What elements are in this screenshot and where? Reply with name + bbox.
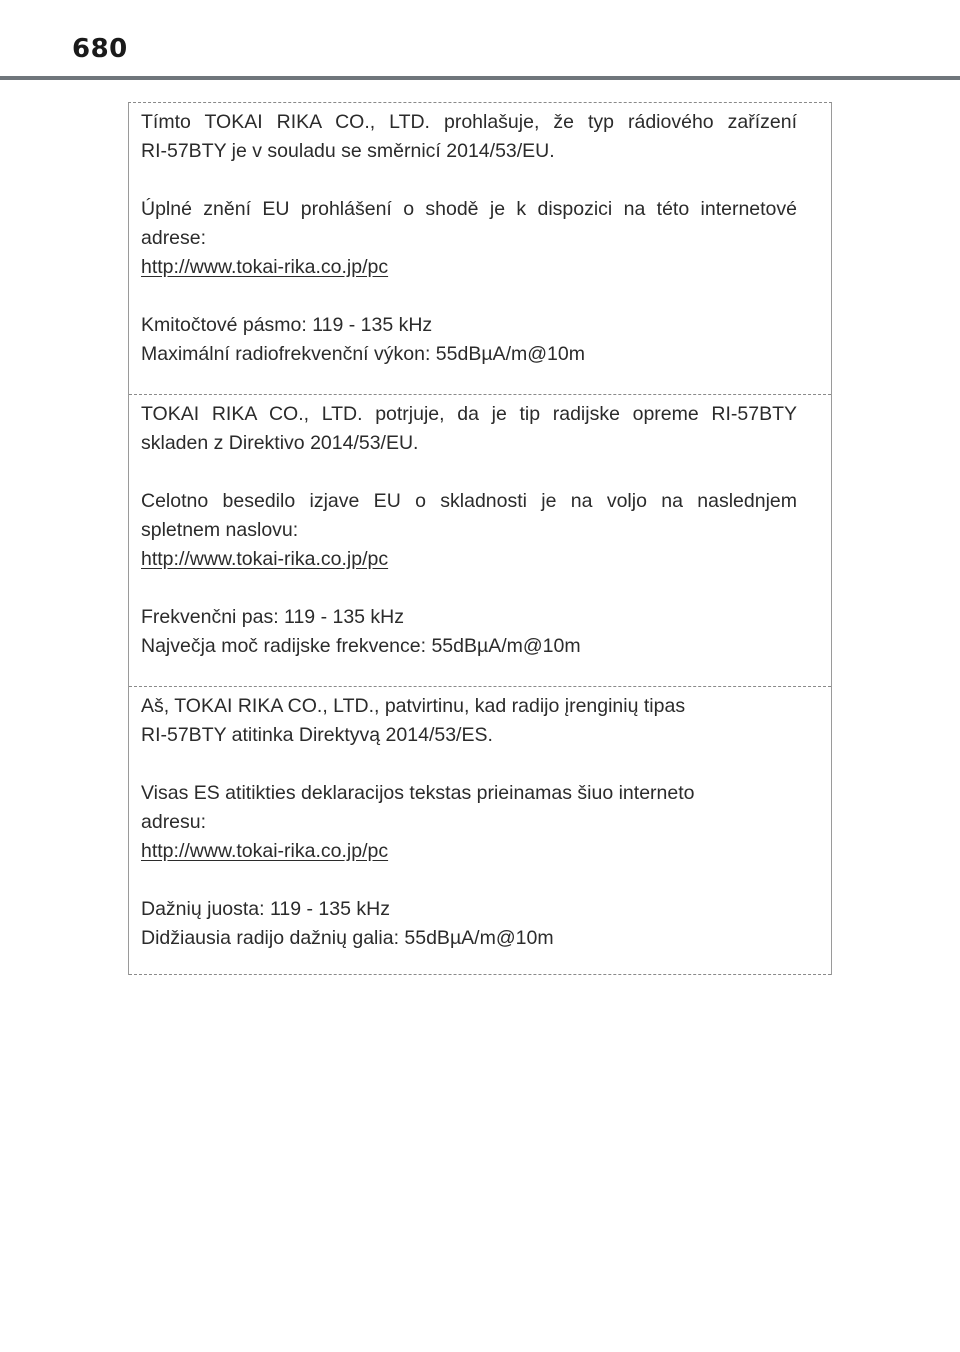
statement-line: RI-57BTY atitinka Direktyvą 2014/53/ES.: [141, 724, 493, 746]
page-number: 680: [72, 34, 128, 64]
fulltext-line: Celotno besedilo izjave EU o skladnosti je na voljo na naslednjem: [141, 490, 797, 512]
statement-paragraph: [141, 692, 797, 750]
declaration-slovenian: [129, 395, 831, 687]
fulltext-line: Visas ES atitikties deklaracijos tekstas prieinamas šiuo interneto: [141, 782, 695, 804]
declaration-url-link[interactable]: http://www.tokai-rika.co.jp/pc: [141, 548, 389, 570]
fulltext-line: Úplné znění EU prohlášení o shodě je k dispozici na této internetové: [141, 198, 797, 220]
declaration-url-link[interactable]: http://www.tokai-rika.co.jp/pc: [141, 256, 389, 278]
frequency-band: Frekvenčni pas: 119 - 135 kHz: [141, 606, 405, 628]
declaration-url-link[interactable]: http://www.tokai-rika.co.jp/pc: [141, 840, 389, 862]
frequency-band: Dažnių juosta: 119 - 135 kHz: [141, 898, 390, 920]
statement-line: Tímto TOKAI RIKA CO., LTD. prohlašuje, že typ rádiového zařízení: [141, 111, 797, 133]
technical-data: [141, 311, 797, 369]
fulltext-paragraph: [141, 195, 797, 282]
fulltext-line: spletnem naslovu:: [141, 519, 299, 541]
max-power: Didžiausia radijo dažnių galia: 55dBµA/m@10m: [141, 927, 554, 949]
statement-paragraph: [141, 108, 797, 166]
fulltext-line: adrese:: [141, 227, 207, 249]
declaration-czech: [129, 103, 831, 395]
technical-data: [141, 603, 797, 661]
statement-line: RI-57BTY je v souladu se směrnicí 2014/53/EU.: [141, 140, 555, 162]
statement-line: TOKAI RIKA CO., LTD. potrjuje, da je tip radijske opreme RI-57BTY: [141, 403, 797, 425]
statement-paragraph: [141, 400, 797, 458]
technical-data: [141, 895, 797, 953]
frequency-band: Kmitočtové pásmo: 119 - 135 kHz: [141, 314, 433, 336]
fulltext-line: adresu:: [141, 811, 207, 833]
fulltext-paragraph: [141, 779, 797, 866]
declarations-box: [128, 102, 832, 975]
statement-line: skladen z Direktivo 2014/53/EU.: [141, 432, 419, 454]
max-power: Največja moč radijske frekvence: 55dBµA/m@10m: [141, 635, 581, 657]
max-power: Maximální radiofrekvenční výkon: 55dBµA/m@10m: [141, 343, 585, 365]
fulltext-paragraph: [141, 487, 797, 574]
declaration-lithuanian: [129, 687, 831, 975]
header-rule: [0, 76, 960, 80]
statement-line: Aš, TOKAI RIKA CO., LTD., patvirtinu, kad radijo įrenginių tipas: [141, 695, 686, 717]
